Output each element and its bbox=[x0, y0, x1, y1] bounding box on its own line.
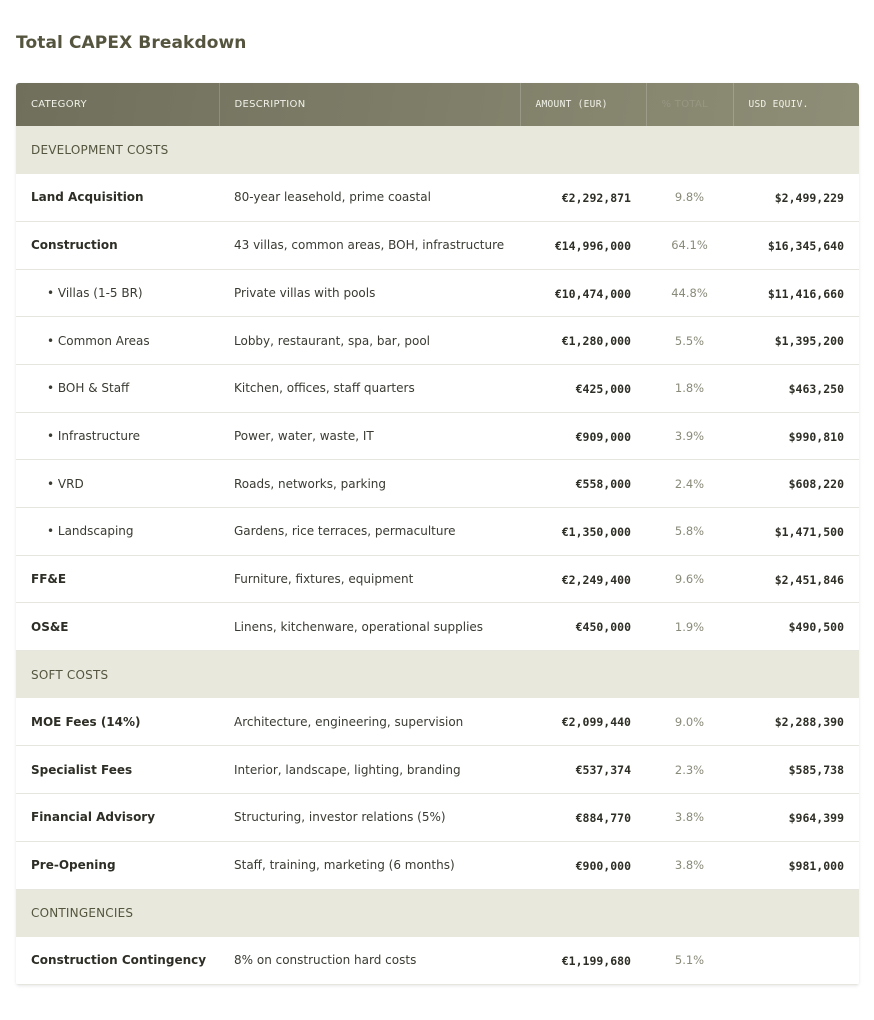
amount-eur-cell: €537,374 bbox=[520, 746, 646, 794]
amount-eur-cell: €14,996,000 bbox=[520, 221, 646, 269]
table-row bbox=[16, 603, 859, 651]
amount-eur-cell: €450,000 bbox=[520, 603, 646, 651]
description-cell: 80-year leasehold, prime coastal bbox=[219, 174, 520, 222]
description-cell: Linens, kitchenware, operational supplies bbox=[219, 603, 520, 651]
pct-total-cell: 3.8% bbox=[646, 794, 733, 842]
header-amount: AMOUNT (EUR) bbox=[520, 83, 646, 126]
amount-eur-cell: €1,280,000 bbox=[520, 317, 646, 365]
pct-total-cell: 2.4% bbox=[646, 460, 733, 508]
category-cell: • BOH & Staff bbox=[16, 364, 219, 412]
description-cell: Kitchen, offices, staff quarters bbox=[219, 364, 520, 412]
table-subrow bbox=[16, 364, 859, 412]
usd-equiv-cell bbox=[733, 937, 859, 985]
section-header-row bbox=[16, 889, 859, 937]
amount-eur-cell: €10,474,000 bbox=[520, 269, 646, 317]
pct-total-cell: 1.8% bbox=[646, 364, 733, 412]
section-label: SOFT COSTS bbox=[31, 667, 109, 682]
table-subrow bbox=[16, 317, 859, 365]
amount-eur-cell: €1,199,680 bbox=[520, 937, 646, 985]
amount-eur-cell: €909,000 bbox=[520, 412, 646, 460]
usd-equiv-cell: $608,220 bbox=[733, 460, 859, 508]
pct-total-cell: 5.5% bbox=[646, 317, 733, 365]
category-cell: • Villas (1-5 BR) bbox=[16, 269, 219, 317]
pct-total-cell: 5.1% bbox=[646, 937, 733, 985]
usd-equiv-cell: $990,810 bbox=[733, 412, 859, 460]
table-row bbox=[16, 937, 859, 985]
category-cell: MOE Fees (14%) bbox=[16, 698, 219, 746]
table-subrow bbox=[16, 269, 859, 317]
pct-total-cell: 2.3% bbox=[646, 746, 733, 794]
header-row bbox=[16, 83, 859, 126]
pct-total-cell: 9.6% bbox=[646, 555, 733, 603]
section-header-row bbox=[16, 651, 859, 699]
amount-eur-cell: €558,000 bbox=[520, 460, 646, 508]
table-row bbox=[16, 746, 859, 794]
header-usd-equiv: USD EQUIV. bbox=[748, 99, 809, 110]
usd-equiv-cell: $490,500 bbox=[733, 603, 859, 651]
category-cell: Financial Advisory bbox=[16, 794, 219, 842]
pct-total-cell: 5.8% bbox=[646, 508, 733, 556]
description-cell: Interior, landscape, lighting, branding bbox=[219, 746, 520, 794]
category-cell: OS&E bbox=[16, 603, 219, 651]
amount-eur-cell: €425,000 bbox=[520, 364, 646, 412]
header-description: DESCRIPTION bbox=[219, 83, 520, 126]
capex-table-container bbox=[16, 83, 859, 985]
usd-equiv-cell: $1,395,200 bbox=[733, 317, 859, 365]
description-cell: 8% on construction hard costs bbox=[219, 937, 520, 985]
usd-equiv-cell: $981,000 bbox=[733, 841, 859, 889]
usd-equiv-cell: $463,250 bbox=[733, 364, 859, 412]
description-cell: Roads, networks, parking bbox=[219, 460, 520, 508]
description-cell: 43 villas, common areas, BOH, infrastructure bbox=[219, 221, 520, 269]
header-category: CATEGORY bbox=[16, 83, 219, 126]
category-cell: Land Acquisition bbox=[16, 174, 219, 222]
usd-equiv-cell: $1,471,500 bbox=[733, 508, 859, 556]
pct-total-cell: 3.8% bbox=[646, 841, 733, 889]
table-row bbox=[16, 841, 859, 889]
usd-equiv-cell: $11,416,660 bbox=[733, 269, 859, 317]
pct-total-cell: 3.9% bbox=[646, 412, 733, 460]
pct-total-cell: 9.0% bbox=[646, 698, 733, 746]
table-row bbox=[16, 555, 859, 603]
amount-eur-cell: €2,249,400 bbox=[520, 555, 646, 603]
pct-total-cell: 44.8% bbox=[646, 269, 733, 317]
category-cell: • VRD bbox=[16, 460, 219, 508]
table-row bbox=[16, 794, 859, 842]
category-cell: Construction Contingency bbox=[16, 937, 219, 985]
table-row bbox=[16, 221, 859, 269]
usd-equiv-cell: $585,738 bbox=[733, 746, 859, 794]
amount-eur-cell: €900,000 bbox=[520, 841, 646, 889]
description-cell: Lobby, restaurant, spa, bar, pool bbox=[219, 317, 520, 365]
description-cell: Power, water, waste, IT bbox=[219, 412, 520, 460]
table-subrow bbox=[16, 460, 859, 508]
description-cell: Private villas with pools bbox=[219, 269, 520, 317]
section-header-row bbox=[16, 126, 859, 174]
page-title: Total CAPEX Breakdown bbox=[16, 33, 247, 53]
table-subrow bbox=[16, 508, 859, 556]
category-cell: FF&E bbox=[16, 555, 219, 603]
capex-table bbox=[16, 83, 859, 985]
section-label: CONTINGENCIES bbox=[31, 906, 134, 921]
category-cell: • Infrastructure bbox=[16, 412, 219, 460]
table-row bbox=[16, 698, 859, 746]
amount-eur-cell: €2,099,440 bbox=[520, 698, 646, 746]
category-cell: • Landscaping bbox=[16, 508, 219, 556]
description-cell: Furniture, fixtures, equipment bbox=[219, 555, 520, 603]
usd-equiv-cell: $16,345,640 bbox=[733, 221, 859, 269]
table-body bbox=[16, 126, 859, 984]
pct-total-cell: 1.9% bbox=[646, 603, 733, 651]
usd-equiv-cell: $2,451,846 bbox=[733, 555, 859, 603]
pct-total-cell: 64.1% bbox=[646, 221, 733, 269]
amount-eur-cell: €1,350,000 bbox=[520, 508, 646, 556]
usd-equiv-cell: $964,399 bbox=[733, 794, 859, 842]
description-cell: Gardens, rice terraces, permaculture bbox=[219, 508, 520, 556]
table-subrow bbox=[16, 412, 859, 460]
usd-equiv-cell: $2,499,229 bbox=[733, 174, 859, 222]
pct-total-cell: 9.8% bbox=[646, 174, 733, 222]
amount-eur-cell: €2,292,871 bbox=[520, 174, 646, 222]
header-pct-total: % TOTAL bbox=[646, 83, 733, 126]
category-cell: Specialist Fees bbox=[16, 746, 219, 794]
category-cell: Construction bbox=[16, 221, 219, 269]
amount-eur-cell: €884,770 bbox=[520, 794, 646, 842]
description-cell: Structuring, investor relations (5%) bbox=[219, 794, 520, 842]
description-cell: Architecture, engineering, supervision bbox=[219, 698, 520, 746]
category-cell: • Common Areas bbox=[16, 317, 219, 365]
section-label: DEVELOPMENT COSTS bbox=[31, 142, 169, 157]
table-header bbox=[16, 83, 859, 126]
description-cell: Staff, training, marketing (6 months) bbox=[219, 841, 520, 889]
table-row bbox=[16, 174, 859, 222]
usd-equiv-cell: $2,288,390 bbox=[733, 698, 859, 746]
category-cell: Pre-Opening bbox=[16, 841, 219, 889]
